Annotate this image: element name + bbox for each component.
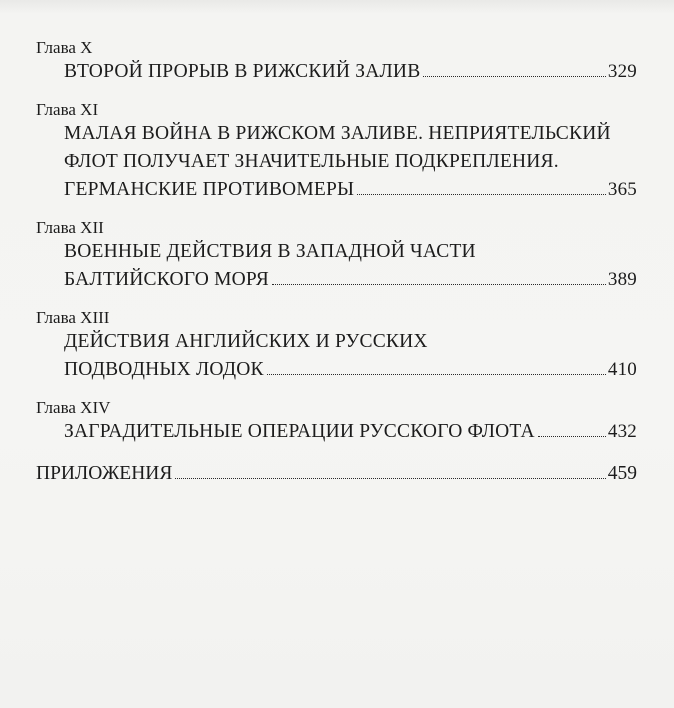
chapter-label: Глава XIII (36, 308, 110, 327)
toc-entry-line (64, 58, 637, 86)
page-number: 432 (607, 421, 637, 442)
chapter-title-text: ЗАГРАДИТЕЛЬНЫЕ ОПЕРАЦИИ РУССКОГО ФЛОТА (64, 421, 535, 442)
toc-entry-line (64, 266, 637, 294)
toc-entry-line (64, 356, 637, 384)
appendix-label: ПРИЛОЖЕНИЯ (36, 463, 173, 484)
chapter-title (64, 238, 637, 294)
chapter-title-line: ДЕЙСТВИЯ АНГЛИЙСКИХ И РУССКИХ (64, 331, 428, 352)
chapter-label: Глава XI (36, 100, 99, 119)
toc-entry-line (64, 418, 637, 446)
chapter-title (64, 58, 637, 86)
toc-chapter-10 (36, 38, 664, 86)
page-number: 389 (607, 269, 637, 290)
chapter-title-text: БАЛТИЙСКОГО МОРЯ (64, 269, 269, 290)
table-of-contents (36, 38, 664, 488)
dot-leader (272, 283, 606, 285)
toc-chapter-14 (36, 398, 664, 446)
page-number: 410 (607, 359, 637, 380)
chapter-label: Глава X (36, 38, 93, 57)
toc-chapter-13 (36, 308, 664, 384)
dot-leader (267, 373, 606, 375)
toc-chapter-11 (36, 100, 664, 204)
chapter-title-text: ПОДВОДНЫХ ЛОДОК (64, 359, 264, 380)
chapter-title-text: ГЕРМАНСКИЕ ПРОТИВОМЕРЫ (64, 179, 355, 200)
chapter-title-line: ФЛОТ ПОЛУЧАЕТ ЗНАЧИТЕЛЬНЫЕ ПОДКРЕПЛЕНИЯ. (64, 151, 559, 172)
dot-leader (357, 193, 606, 195)
chapter-label: Глава XII (36, 218, 104, 237)
chapter-title (64, 120, 637, 204)
chapter-title (64, 418, 637, 446)
dot-leader (423, 75, 605, 77)
chapter-title (64, 328, 637, 384)
page-number: 365 (607, 179, 637, 200)
page-number: 329 (607, 61, 637, 82)
toc-entry-line (64, 176, 637, 204)
chapter-label: Глава XIV (36, 398, 111, 417)
chapter-title-line: ВОЕННЫЕ ДЕЙСТВИЯ В ЗАПАДНОЙ ЧАСТИ (64, 241, 476, 262)
toc-chapter-12 (36, 218, 664, 294)
chapter-title-line: МАЛАЯ ВОЙНА В РИЖСКОМ ЗАЛИВЕ. НЕПРИЯТЕЛЬСКИЙ (64, 123, 611, 144)
chapter-title-text: ВТОРОЙ ПРОРЫВ В РИЖСКИЙ ЗАЛИВ (64, 61, 421, 82)
page-number: 459 (607, 463, 637, 484)
dot-leader (538, 435, 606, 437)
dot-leader (175, 477, 605, 479)
toc-appendix (36, 460, 637, 488)
